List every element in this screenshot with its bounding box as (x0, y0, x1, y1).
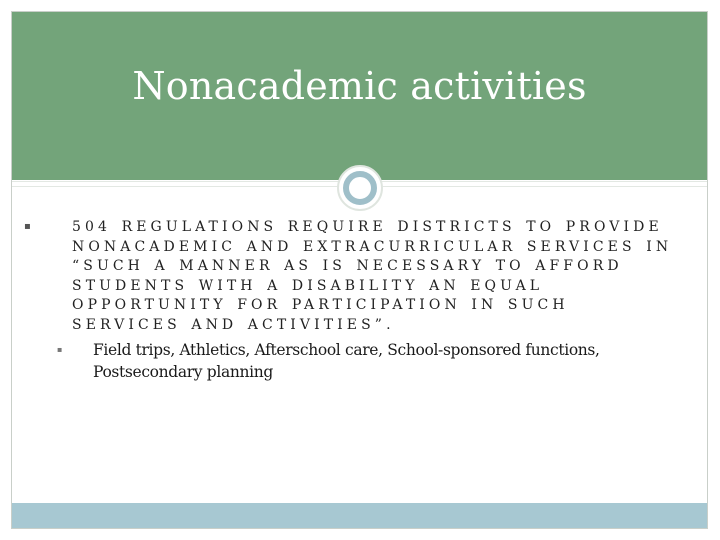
bullet-square-icon: ▪ (24, 221, 31, 232)
bullet-level-1 (22, 218, 682, 335)
bullet-text: 504 REGULATIONS REQUIRE DISTRICTS TO PROVIDE NONACADEMIC AND EXTRACURRICULAR SERVICES IN “SUCH A MANNER AS IS NECESSARY TO AFFORD STUDENTS WITH A DISABILITY AN EQUAL OPPORTUNITY FOR PARTICIPATION IN SUCH SERVICES AND ACTIVITIES”. (72, 219, 673, 333)
title-band (12, 12, 707, 180)
slide-content (22, 218, 682, 383)
sub-bullet-square-icon: ▪ (57, 345, 63, 354)
slide-title: Nonacademic activities (132, 64, 587, 108)
sub-bullet-text: Field trips, Athletics, Afterschool care, School-sponsored functions, Postsecondary planning (93, 341, 600, 381)
decorative-ring-icon (337, 165, 383, 211)
bullet-level-2 (22, 339, 682, 383)
ring-inner (343, 171, 377, 205)
footer-band (12, 503, 707, 528)
